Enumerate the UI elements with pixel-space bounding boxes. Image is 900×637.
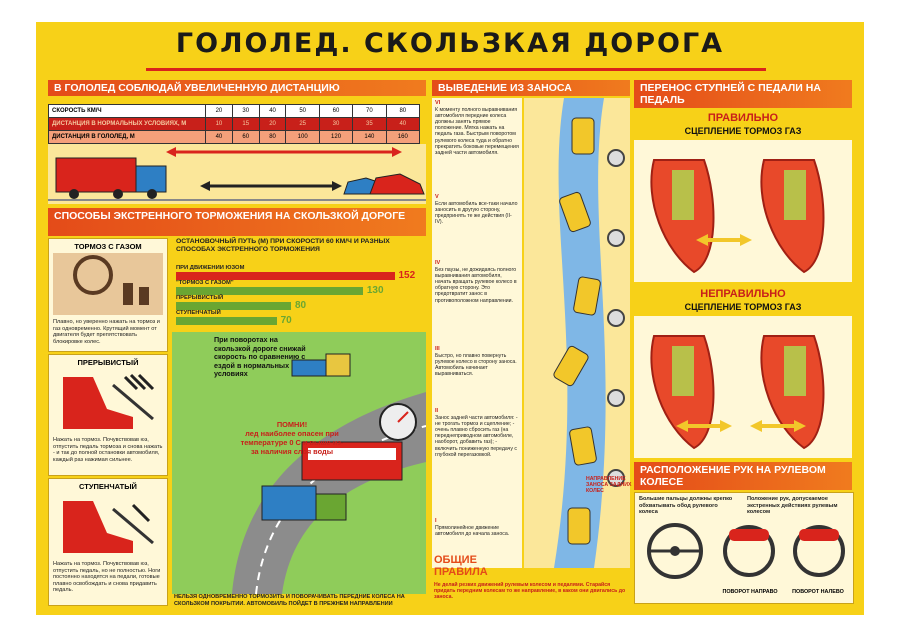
steering-wheel-icon <box>639 519 849 581</box>
table-cell: 40 <box>259 105 286 118</box>
incorrect-label: НЕПРАВИЛЬНО <box>700 288 786 300</box>
step-number: V <box>435 194 439 200</box>
hands-text-right: Положение рук, допускаемое экстренных действиях рулевым колесом <box>747 496 838 516</box>
bar-label: ПРЕРЫВИСТЫЙ <box>176 295 224 301</box>
hands-text-left: Большие пальцы должны крепко обхватывать обод рулевого колеса <box>639 496 733 516</box>
table-cell: 20 <box>206 105 233 118</box>
bar-label: СТУПЕНЧАТЫЙ <box>176 310 221 316</box>
remember-text: лед наиболее опасен при температуре 0 С и выше из-за наличия слоя воды <box>240 429 344 456</box>
table-cell: 40 <box>206 131 233 144</box>
method-pulse-card <box>48 354 168 476</box>
hands-header: РАСПОЛОЖЕНИЕ РУК НА РУЛЕВОМ КОЛЕСЕ <box>634 462 852 490</box>
hands-card <box>634 492 854 604</box>
page-title: ГОЛОЛЕД. СКОЛЬЗКАЯ ДОРОГА <box>175 28 725 59</box>
table-cell: 30 <box>319 118 352 131</box>
step-number: III <box>435 346 440 352</box>
method-step-text: Нажать на тормоз. Почувствовав юз, отпустить педаль, но не полностью. Ноги постоянно находятся на педали, готовые плавно освобождать и снова придавить педаль. <box>53 561 161 594</box>
method-gas-title: ТОРМОЗ С ГАЗОМ <box>74 242 142 251</box>
foot-pedal-icon <box>53 493 163 557</box>
table-cell: 35 <box>353 118 386 131</box>
table-cell: 140 <box>353 131 386 144</box>
table-cell: 30 <box>232 105 259 118</box>
method-gas-text: Плавно, но уверенно нажать на тормоз и газ одновременно. Крутящий момент от двигателя будет препятствовать блокировке колес. <box>53 319 160 345</box>
chart-title: ОСТАНОВОЧНЫЙ ПУТЬ (М) ПРИ СКОРОСТИ 60 КМ/Ч И РАЗНЫХ СПОСОБАХ ЭКСТРЕННОГО ТОРМОЖЕНИЯ <box>176 238 390 253</box>
correct-feet-icon <box>634 140 852 282</box>
table-cell: 160 <box>386 131 419 144</box>
table-cell: 15 <box>232 118 259 131</box>
step-number: VI <box>435 100 441 106</box>
stopping-chart <box>172 238 426 334</box>
steering-pedal-icon <box>53 253 163 315</box>
turn-left-label: ПОВОРОТ НАЛЕВО <box>792 589 844 595</box>
step-number: I <box>435 518 437 524</box>
rules-text: Не делай резких движений рулевым колесом и педалями. Старайся придать передним колесам то же направление, в каком они двигались до заноса. <box>434 582 626 601</box>
poster <box>36 22 864 615</box>
method-step-title: СТУПЕНЧАТЫЙ <box>79 482 137 491</box>
table-cell: 70 <box>353 105 386 118</box>
bottom-note: НЕЛЬЗЯ ОДНОВРЕМЕННО ТОРМОЗИТЬ И ПОВОРАЧИВАТЬ ПЕРЕДНИЕ КОЛЕСА НА СКОЛЬЗКОМ ПОКРЫТИИ. АВТОМОБИЛЬ ПОЙДЕТ В ПРЕЖНЕМ НАПРАВЛЕНИИ <box>174 594 405 607</box>
title-underline <box>146 68 766 71</box>
table-cell: 80 <box>259 131 286 144</box>
table-cell: 25 <box>286 118 319 131</box>
incorrect-sub: СЦЕПЛЕНИЕ ТОРМОЗ ГАЗ <box>684 302 802 312</box>
step-number: IV <box>435 260 441 266</box>
skid-road <box>524 98 630 568</box>
distance-header: В ГОЛОЛЕД СОБЛЮДАЙ УВЕЛИЧЕННУЮ ДИСТАНЦИЮ <box>48 80 426 96</box>
bar <box>176 302 291 310</box>
bar-label: "ТОРМОЗ С ГАЗОМ" <box>176 280 234 286</box>
step-text: Без паузы, не дожидаясь полного выравнивания автомобиля, начать вращать рулевое колесо в обратную сторону. Это предотвратит занос в противоположном направлении. <box>435 266 517 304</box>
step-text: Быстро, но плавно повернуть рулевое колесо в сторону заноса. Автомобиль начинает выравниваться. <box>435 352 517 378</box>
skid-direction-label: НАПРАВЛЕНИЕ ЗАНОСА ЗАДНИХ КОЛЕС <box>586 476 632 495</box>
bar-value: 70 <box>280 315 292 326</box>
method-step-card <box>48 478 168 606</box>
table-cell: ДИСТАНЦИЯ В ГОЛОЛЕД, М <box>49 131 206 144</box>
table-row <box>49 105 420 118</box>
table-cell: 50 <box>286 105 319 118</box>
table-cell: 60 <box>232 131 259 144</box>
distance-illustration <box>48 144 426 204</box>
skid-steps <box>432 98 522 568</box>
step-4 <box>435 260 519 304</box>
step-number: II <box>435 408 439 414</box>
table-cell: СКОРОСТЬ КМ/Ч <box>49 105 206 118</box>
correct-label: ПРАВИЛЬНО <box>707 112 779 124</box>
pedals-header: ПЕРЕНОС СТУПНЕЙ С ПЕДАЛИ НА ПЕДАЛЬ <box>634 80 852 108</box>
step-2 <box>435 408 519 458</box>
step-text: Занос задней части автомобиля: - не трогать тормоз и сцепление; - очень плавно сбросить газ (на переднеприводном автомобиле, наоборот, добавить газ); - включить пониженную передачу с глубокой перегазовкой. <box>435 414 518 458</box>
correct-sub: СЦЕПЛЕНИЕ ТОРМОЗ ГАЗ <box>684 126 802 136</box>
table-cell: 100 <box>286 131 319 144</box>
bar-value: 130 <box>366 285 384 296</box>
bar <box>176 317 277 325</box>
table-cell: 80 <box>386 105 419 118</box>
table-row <box>49 118 420 131</box>
distance-table <box>48 104 420 144</box>
remember-title: ПОМНИ! <box>276 420 308 429</box>
method-gas-card <box>48 238 168 352</box>
braking-header: СПОСОБЫ ЭКСТРЕННОГО ТОРМОЖЕНИЯ НА СКОЛЬЗКОЙ ДОРОГЕ <box>48 208 426 236</box>
step-5 <box>435 194 519 225</box>
incorrect-feet-icon <box>634 316 852 458</box>
bar-label: ПРИ ДВИЖЕНИИ ЮЗОМ <box>176 265 245 271</box>
step-6 <box>435 100 519 156</box>
step-text: К моменту полного выравнивания автомобиля передние колеса должны занять прямое положение. Мягка нажать на педаль газа. Быстрым поворотом рулевого колеса туда и обратно прекратить боковые перемещения задней части автомобиля. <box>435 106 519 157</box>
table-cell: 20 <box>259 118 286 131</box>
table-cell: ДИСТАНЦИЯ В НОРМАЛЬНЫХ УСЛОВИЯХ, М <box>49 118 206 131</box>
turn-note: При поворотах на скользкой дороге снижай скорость по сравнению с ездой в нормальных условиях <box>214 335 306 379</box>
step-text: Прямолинейное движение автомобиля до начала заноса. <box>435 524 510 537</box>
table-row <box>49 131 420 144</box>
turn-right-label: ПОВОРОТ НАПРАВО <box>722 589 778 595</box>
method-pulse-text: Нажать на тормоз. Почувствовав юз, отпустить педаль тормоза и снова нажать - и так до полной остановки автомобиля, каждый раз нажимая сильнее. <box>53 437 163 463</box>
table-cell: 120 <box>319 131 352 144</box>
skid-header: ВЫВЕДЕНИЕ ИЗ ЗАНОСА <box>432 80 630 96</box>
method-pulse-title: ПРЕРЫВИСТЫЙ <box>77 358 139 367</box>
table-cell: 10 <box>206 118 233 131</box>
step-text: Если автомобиль все-таки начало заносить в другую сторону, предпринять те же действия (II-IV). <box>435 200 518 226</box>
bar-value: 80 <box>295 300 307 311</box>
bar-value: 152 <box>398 270 416 281</box>
step-1 <box>435 518 519 537</box>
table-cell: 60 <box>319 105 352 118</box>
bar <box>176 287 363 295</box>
foot-pedal-icon <box>53 369 163 433</box>
remember-note <box>240 420 344 456</box>
table-cell: 40 <box>386 118 419 131</box>
bar <box>176 272 395 280</box>
rules-title: ОБЩИЕ ПРАВИЛА <box>434 554 488 578</box>
step-3 <box>435 346 519 377</box>
